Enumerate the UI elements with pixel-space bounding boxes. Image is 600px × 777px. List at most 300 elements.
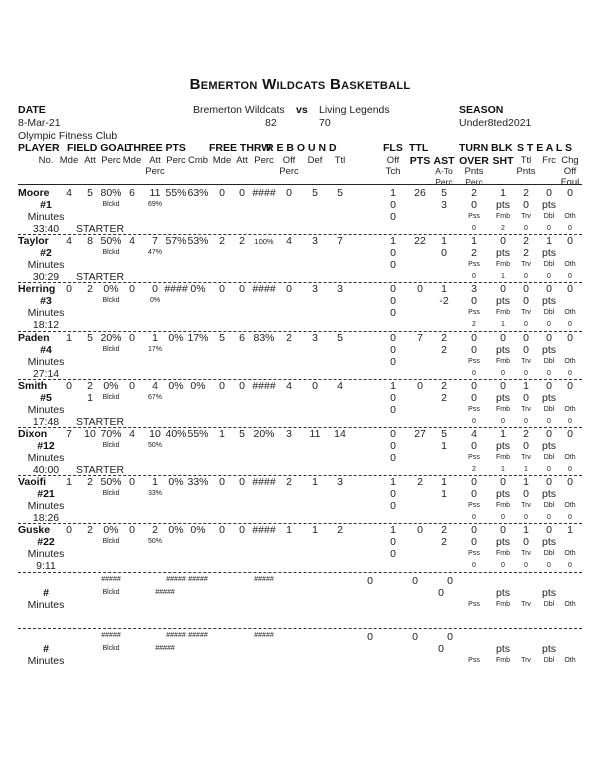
- blocked-count: 1: [87, 391, 93, 404]
- ast-to: 2: [441, 391, 447, 404]
- row-divider: [18, 628, 582, 629]
- venue: Olympic Fitness Club: [18, 130, 118, 142]
- label-fmb: Fmb: [496, 261, 510, 269]
- pts-label: pts: [541, 587, 557, 599]
- minutes-label: Minutes: [27, 452, 65, 464]
- label-fmb: Fmb: [496, 657, 510, 664]
- col-tp-perc: Perc: [166, 155, 186, 166]
- stl-pnts: 0: [523, 343, 529, 356]
- player-name: Vaoifi: [18, 476, 47, 489]
- stat-ft-att: 0: [239, 476, 245, 489]
- blckd-label: Blckd: [102, 645, 120, 652]
- stat-to: 4: [471, 428, 477, 440]
- label-pss: Pss: [468, 357, 480, 365]
- starter-badge: STARTER: [76, 464, 125, 476]
- stat-tp-att: 4: [152, 379, 158, 392]
- col-player: PLAYER: [18, 142, 60, 154]
- stat-fg-perc: 0%: [103, 379, 119, 392]
- stat-fg-att: 2: [87, 379, 93, 392]
- value-dbl: 0: [547, 562, 551, 570]
- col-ttl-pts: PTS: [409, 155, 431, 167]
- label-dbl: Dbl: [543, 213, 555, 220]
- value-trv: 0: [524, 562, 528, 570]
- fls-tch: 0: [390, 452, 396, 464]
- value-pss: 2: [472, 321, 476, 329]
- stat-to: 0: [471, 379, 477, 392]
- stat-reb-def: 3: [312, 331, 318, 344]
- stat-reb-ttl: 4: [337, 379, 343, 392]
- stat-fls: 1: [390, 235, 396, 248]
- stat-ft-att: 6: [239, 331, 245, 344]
- pts-label: pts: [495, 247, 511, 260]
- col-stl-frc: Frc: [542, 155, 556, 166]
- pts-label: pts: [541, 488, 557, 501]
- value-fmb: 2: [501, 225, 505, 232]
- col-ast-a-to: A-To: [435, 166, 453, 176]
- stat-cmb: 0%: [190, 524, 206, 537]
- to-pnts: 0: [471, 488, 477, 501]
- stat-stl-chg: 1: [567, 524, 573, 537]
- col-ast-perc: Perc: [435, 177, 453, 187]
- label-dbl: Dbl: [543, 309, 555, 317]
- stat-to: 3: [471, 283, 477, 296]
- value-fmb: 0: [501, 369, 505, 377]
- fls-tch: 0: [390, 211, 396, 223]
- minutes-label: Minutes: [27, 548, 65, 561]
- fls-tch: 0: [390, 307, 396, 320]
- stat-ft-perc: ####: [252, 524, 276, 537]
- col-stl-pnts: Pnts: [516, 166, 536, 177]
- value-dbl: 0: [547, 225, 551, 232]
- stat-reb-def: 11: [309, 428, 321, 440]
- stat-reb-ttl: 14: [334, 428, 346, 440]
- to-pnts: 0: [471, 440, 477, 452]
- blckd-label: Blckd: [102, 201, 120, 208]
- stat-stl-chg: 0: [567, 235, 573, 248]
- player-name: Moore: [18, 187, 50, 199]
- stat-reb-off: 4: [286, 235, 292, 248]
- value-pss: 2: [472, 466, 476, 473]
- stl-pnts: 0: [523, 536, 529, 549]
- fls-off: 0: [390, 488, 396, 501]
- stat-fg-att: 2: [87, 476, 93, 489]
- ast-to: -2: [439, 295, 449, 308]
- stat-fg-perc: 20%: [100, 331, 122, 344]
- stat-stl-ttl: 1: [523, 524, 529, 537]
- minutes-played: 18:12: [32, 319, 60, 332]
- stat-reb-ttl: 0: [367, 575, 373, 587]
- stat-stl-chg: 0: [567, 476, 573, 489]
- col-fls: Off: [386, 155, 400, 166]
- label-oth: Oth: [564, 357, 576, 365]
- blckd-label: Blckd: [102, 393, 120, 401]
- ast-to: 0: [438, 643, 444, 655]
- col-chg-off: Off: [563, 166, 577, 177]
- value-oth: 0: [568, 225, 572, 232]
- minutes-label: Minutes: [27, 355, 65, 368]
- stat-cmb: 17%: [187, 331, 209, 344]
- minutes-played: 27:14: [32, 367, 60, 380]
- stat-fg-att: 10: [84, 428, 96, 440]
- pts-label: pts: [495, 199, 511, 211]
- stat-fg-att: 5: [87, 331, 93, 344]
- label-dbl: Dbl: [543, 357, 555, 365]
- label-fmb: Fmb: [496, 550, 510, 558]
- stat-stl-frc: 0: [546, 476, 552, 489]
- pts-label: pts: [541, 295, 557, 308]
- stat-ft-att: 0: [239, 187, 245, 199]
- pts-label: pts: [541, 643, 557, 655]
- tp-att-perc: #####: [155, 645, 175, 652]
- minutes-played: 30:29: [32, 271, 60, 284]
- value-oth: 0: [568, 321, 572, 329]
- to-pnts: 0: [471, 199, 477, 211]
- stat-cmb: 0%: [190, 379, 206, 392]
- stat-ttl-pts: 0: [417, 283, 423, 296]
- stat-blk: 0: [500, 331, 506, 344]
- player-name: Herring: [18, 283, 56, 296]
- fls-off: 0: [390, 391, 396, 404]
- stat-stl-chg: 0: [567, 428, 573, 440]
- col-fg-att: Att: [84, 155, 96, 166]
- col-tp-att-perc: Perc: [145, 166, 165, 177]
- label-fmb: Fmb: [496, 601, 510, 608]
- stat-ft-perc: 20%: [253, 428, 275, 440]
- label-fmb: Fmb: [496, 454, 510, 461]
- stat-ft-mde: 0: [219, 379, 225, 392]
- label-oth: Oth: [564, 657, 576, 664]
- season-label: SEASON: [459, 104, 504, 116]
- stat-ast: 1: [441, 283, 447, 296]
- stat-tp-att: 11: [149, 187, 161, 199]
- stat-stl-frc: 0: [546, 379, 552, 392]
- stat-tp-mde: 0: [129, 379, 135, 392]
- stat-tp-perc: 57%: [165, 235, 187, 248]
- stat-tp-perc: #####: [166, 632, 186, 639]
- col-blk: BLK: [491, 142, 513, 154]
- value-trv: 0: [524, 273, 528, 281]
- player-number: #2: [40, 247, 52, 260]
- label-dbl: Dbl: [543, 502, 555, 510]
- label-fmb: Fmb: [496, 309, 510, 317]
- stat-reb-off: 3: [286, 428, 292, 440]
- stat-fg-perc: #####: [101, 576, 121, 583]
- stat-stl-ttl: 2: [523, 235, 529, 248]
- value-oth: 0: [568, 369, 572, 377]
- label-pss: Pss: [468, 405, 480, 413]
- to-pnts: 0: [471, 536, 477, 549]
- player-number: #: [43, 587, 49, 599]
- stat-ft-perc: 100%: [254, 237, 274, 247]
- stat-stl-frc: 0: [546, 428, 552, 440]
- minutes-played: 17:48: [32, 415, 60, 428]
- value-trv: 0: [524, 225, 528, 232]
- stat-blk: 0: [500, 235, 506, 248]
- col-stl-chg: Chg: [561, 155, 579, 166]
- stat-tp-mde: 0: [129, 331, 135, 344]
- label-dbl: Dbl: [543, 601, 555, 608]
- stat-tp-mde: 0: [129, 524, 135, 537]
- value-dbl: 0: [547, 273, 551, 281]
- away-team: Living Legends: [319, 104, 390, 116]
- stat-ast: 1: [441, 235, 447, 248]
- value-oth: 0: [568, 466, 572, 473]
- fls-off: 0: [390, 440, 396, 452]
- value-fmb: 0: [501, 417, 505, 425]
- stat-reb-ttl: 2: [337, 524, 343, 537]
- stat-tp-att: 0: [152, 283, 158, 296]
- fls-tch: 0: [390, 548, 396, 561]
- label-dbl: Dbl: [543, 261, 555, 269]
- stat-ttl-pts: 7: [417, 331, 423, 344]
- stat-to: 0: [471, 476, 477, 489]
- stat-reb-def: 0: [312, 379, 318, 392]
- label-oth: Oth: [564, 502, 576, 510]
- stat-tp-perc: 55%: [165, 187, 187, 199]
- stat-to: 0: [447, 631, 453, 643]
- tp-att-perc: 17%: [147, 345, 163, 353]
- blckd-label: Blckd: [102, 297, 120, 305]
- stat-fg-att: 2: [87, 283, 93, 296]
- stat-ft-mde: 1: [219, 428, 225, 440]
- col-ft-att: Att: [236, 155, 248, 166]
- stat-fg-mde: 7: [66, 428, 72, 440]
- value-fmb: 0: [501, 562, 505, 570]
- stat-fls: 0: [390, 428, 396, 440]
- stat-tp-perc: 0%: [168, 524, 184, 537]
- stat-blk: 1: [500, 428, 506, 440]
- tp-att-perc: 33%: [147, 490, 163, 498]
- tp-att-perc: #####: [155, 589, 175, 596]
- stat-tp-mde: 6: [129, 187, 135, 199]
- stat-reb-ttl: 5: [337, 187, 343, 199]
- value-trv: 0: [524, 417, 528, 425]
- pts-label: pts: [495, 488, 511, 501]
- label-fmb: Fmb: [496, 213, 510, 220]
- player-name: Dixon: [18, 428, 48, 440]
- stat-stl-ttl: 0: [523, 283, 529, 296]
- value-trv: 0: [524, 369, 528, 377]
- value-oth: 0: [568, 514, 572, 522]
- stat-tp-perc: ####: [164, 283, 188, 296]
- stat-stl-chg: 0: [567, 283, 573, 296]
- stat-ft-mde: 0: [219, 283, 225, 296]
- pts-label: pts: [495, 391, 511, 404]
- tp-att-perc: 0%: [149, 297, 161, 305]
- label-pss: Pss: [468, 309, 480, 317]
- stat-ft-perc: ####: [252, 187, 276, 199]
- stat-reb-off: 0: [286, 283, 292, 296]
- to-pnts: 2: [471, 247, 477, 260]
- stat-ft-perc: 83%: [253, 331, 275, 344]
- stat-tp-mde: 4: [129, 235, 135, 248]
- ast-to: 2: [441, 536, 447, 549]
- minutes-played: 9:11: [36, 560, 56, 573]
- fls-tch: 0: [390, 500, 396, 513]
- stat-reb-ttl: 7: [337, 235, 343, 248]
- stat-reb-ttl: 5: [337, 331, 343, 344]
- pts-label: pts: [541, 199, 557, 211]
- label-pss: Pss: [468, 261, 480, 269]
- label-oth: Oth: [564, 405, 576, 413]
- minutes-played: 18:26: [32, 512, 60, 525]
- minutes-played: 40:00: [32, 464, 60, 476]
- col-ast: AST: [433, 155, 455, 167]
- fls-off: 0: [390, 295, 396, 308]
- col-tp-att: Att: [149, 155, 161, 166]
- stat-ft-perc: ####: [252, 476, 276, 489]
- col-fg-mde: Mde: [59, 155, 79, 166]
- stat-to: 0: [447, 575, 453, 587]
- pts-label: pts: [495, 343, 511, 356]
- stat-fls: 0: [390, 331, 396, 344]
- col-blk-sht: SHT: [492, 155, 514, 167]
- stat-reb-ttl: 3: [337, 283, 343, 296]
- col-steals: S T E A L S: [517, 142, 573, 154]
- ast-to: 1: [441, 488, 447, 501]
- to-pnts: 0: [471, 391, 477, 404]
- stat-fg-perc: 0%: [103, 283, 119, 296]
- stat-ast: 5: [441, 187, 447, 199]
- starter-badge: STARTER: [76, 223, 125, 235]
- stat-reb-off: 2: [286, 331, 292, 344]
- value-dbl: 0: [547, 417, 551, 425]
- label-oth: Oth: [564, 261, 576, 269]
- fls-off: 0: [390, 536, 396, 549]
- stat-ft-att: 2: [239, 235, 245, 248]
- minutes-label: Minutes: [27, 500, 65, 513]
- col-ft-perc: Perc: [254, 155, 274, 166]
- player-name: Paden: [18, 331, 50, 344]
- value-trv: 1: [524, 466, 528, 473]
- stat-tp-perc: 40%: [165, 428, 187, 440]
- stat-stl-frc: 1: [546, 235, 552, 248]
- col-turnover: TURN: [459, 142, 489, 154]
- label-trv: Trv: [521, 357, 531, 365]
- stat-reb-off: 1: [286, 524, 292, 537]
- blckd-label: Blckd: [102, 589, 120, 596]
- season-value: Under8ted2021: [459, 117, 532, 129]
- value-dbl: 0: [547, 369, 551, 377]
- pts-label: pts: [495, 440, 511, 452]
- to-pnts: 0: [471, 343, 477, 356]
- stat-fg-perc: #####: [101, 632, 121, 639]
- stat-fg-mde: 0: [66, 379, 72, 392]
- blckd-label: Blckd: [102, 490, 120, 498]
- stat-ast: 1: [441, 476, 447, 489]
- stat-fg-att: 5: [87, 187, 93, 199]
- stat-to: 0: [471, 331, 477, 344]
- value-pss: 0: [472, 369, 476, 377]
- label-dbl: Dbl: [543, 454, 555, 461]
- stat-fg-perc: 50%: [100, 235, 122, 248]
- stat-fls: 1: [390, 524, 396, 537]
- stat-reb-off: 2: [286, 476, 292, 489]
- player-number: #: [43, 643, 49, 655]
- label-dbl: Dbl: [543, 657, 555, 664]
- ast-to: 3: [441, 199, 447, 211]
- stat-fg-mde: 1: [66, 476, 72, 489]
- stat-fg-mde: 0: [66, 283, 72, 296]
- stat-reb-def: 3: [312, 235, 318, 248]
- col-tp-mde: Mde: [122, 155, 142, 166]
- stat-stl-frc: 0: [546, 331, 552, 344]
- player-number: #22: [37, 536, 55, 549]
- blckd-label: Blckd: [102, 249, 120, 257]
- stat-fg-perc: 80%: [100, 187, 122, 199]
- value-trv: 0: [524, 321, 528, 329]
- stat-ft-att: 0: [239, 379, 245, 392]
- pts-label: pts: [495, 587, 511, 599]
- stat-tp-att: 7: [152, 235, 158, 248]
- label-dbl: Dbl: [543, 550, 555, 558]
- pts-label: pts: [541, 536, 557, 549]
- col-fls: FLS: [383, 142, 403, 154]
- stat-reb-def: 3: [312, 283, 318, 296]
- pts-label: pts: [541, 391, 557, 404]
- stat-tp-perc: 0%: [168, 476, 184, 489]
- value-pss: 0: [472, 417, 476, 425]
- value-pss: 0: [472, 562, 476, 570]
- stat-reb-def: 1: [312, 524, 318, 537]
- minutes-label: Minutes: [27, 259, 65, 272]
- label-oth: Oth: [564, 213, 576, 220]
- ast-to: 2: [441, 343, 447, 356]
- value-oth: 0: [568, 273, 572, 281]
- value-pss: 0: [472, 273, 476, 281]
- stat-ttl-pts: 2: [417, 476, 423, 489]
- player-number: #1: [40, 199, 52, 211]
- fls-tch: 0: [390, 403, 396, 416]
- col-to-pnts: Pnts: [464, 166, 484, 177]
- stat-to: 0: [471, 524, 477, 537]
- away-score: 70: [319, 117, 331, 129]
- stat-ft-mde: 0: [219, 476, 225, 489]
- ast-to: 0: [438, 587, 444, 599]
- stl-pnts: 2: [523, 247, 529, 260]
- value-oth: 0: [568, 562, 572, 570]
- stat-stl-chg: 0: [567, 331, 573, 344]
- stat-ft-perc: ####: [252, 283, 276, 296]
- label-trv: Trv: [521, 601, 531, 608]
- fls-off: 0: [390, 343, 396, 356]
- stat-stl-frc: 0: [546, 187, 552, 199]
- date-label: DATE: [18, 104, 46, 116]
- pts-label: pts: [495, 295, 511, 308]
- stat-ft-mde: 0: [219, 187, 225, 199]
- stat-cmb: 53%: [187, 235, 209, 248]
- stat-stl-ttl: 2: [523, 428, 529, 440]
- label-pss: Pss: [468, 502, 480, 510]
- stat-ft-att: 5: [239, 428, 245, 440]
- stat-ttl-pts: 0: [417, 524, 423, 537]
- stl-pnts: 0: [523, 199, 529, 211]
- stat-fls: 1: [390, 187, 396, 199]
- value-pss: 0: [472, 514, 476, 522]
- minutes-label: Minutes: [27, 211, 65, 223]
- blckd-label: Blckd: [102, 345, 120, 353]
- starter-badge: STARTER: [76, 271, 125, 284]
- stat-reb-ttl: 3: [337, 476, 343, 489]
- col-turnover-over: OVER: [459, 155, 489, 167]
- minutes-label: Minutes: [27, 403, 65, 416]
- stat-ast: 2: [441, 331, 447, 344]
- stat-fg-mde: 4: [66, 235, 72, 248]
- starter-badge: STARTER: [76, 415, 125, 428]
- stat-stl-frc: 0: [546, 524, 552, 537]
- col-field-goal: FIELD GOAL: [67, 142, 131, 154]
- stat-ast: 5: [441, 428, 447, 440]
